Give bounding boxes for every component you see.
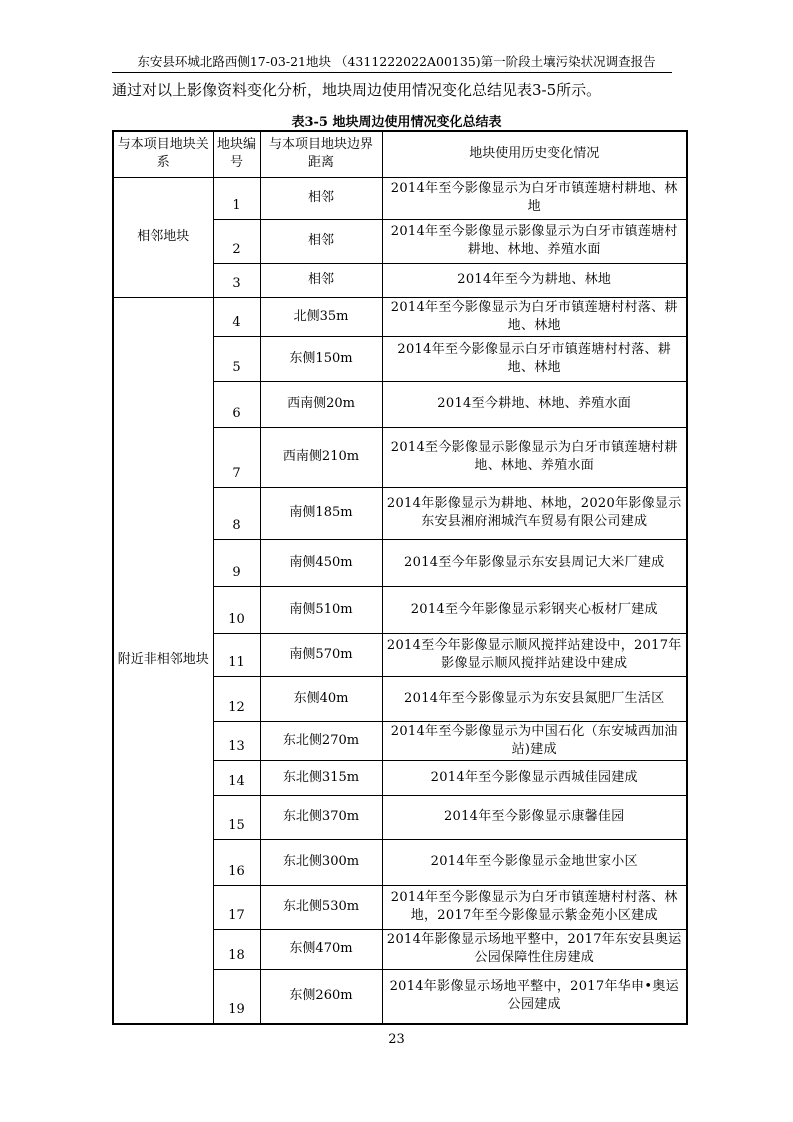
- header-history: 地块使用历史变化情况: [382, 131, 687, 177]
- row-distance: 相邻: [260, 263, 382, 297]
- row-number: 11: [213, 633, 260, 676]
- row-history: 2014至今年影像显示顺风搅拌站建设中，2017年影像显示顺风搅拌站建设中建成: [382, 633, 687, 676]
- row-number: 17: [213, 885, 260, 929]
- table-header-row: [113, 131, 687, 177]
- row-distance: 南侧510m: [260, 586, 382, 633]
- row-number: 9: [213, 539, 260, 586]
- row-number: 18: [213, 929, 260, 969]
- row-history: 2014年影像显示为耕地、林地，2020年影像显示东安县湘府湘城汽车贸易有限公司建成: [382, 487, 687, 539]
- row-history: 2014年至今为耕地、林地: [382, 263, 687, 297]
- row-history: 2014年影像显示场地平整中，2017年东安县奥运公园保障性住房建成: [382, 929, 687, 969]
- table-row: [113, 297, 687, 336]
- header-rule: [112, 72, 672, 73]
- row-number: 13: [213, 721, 260, 760]
- row-number: 1: [213, 177, 260, 219]
- row-number: 14: [213, 760, 260, 795]
- row-history: 2014至今耕地、林地、养殖水面: [382, 381, 687, 427]
- surrounding-land-use-table: [112, 130, 688, 1025]
- row-distance: 相邻: [260, 219, 382, 263]
- row-number: 6: [213, 381, 260, 427]
- row-history: 2014年至今影像显示影像显示为白牙市镇莲塘村耕地、林地、养殖水面: [382, 219, 687, 263]
- row-distance: 南侧185m: [260, 487, 382, 539]
- table-row: [113, 177, 687, 219]
- row-history: 2014年至今影像显示为白牙市镇莲塘村耕地、林地: [382, 177, 687, 219]
- running-header: 东安县环城北路西侧17-03-21地块 （4311222022A00135)第一阶段土壤污染状况调查报告: [137, 54, 656, 69]
- row-distance: 南侧450m: [260, 539, 382, 586]
- row-number: 3: [213, 263, 260, 297]
- row-number: 12: [213, 676, 260, 721]
- row-distance: 东北侧530m: [260, 885, 382, 929]
- row-distance: 东侧470m: [260, 929, 382, 969]
- row-number: 7: [213, 427, 260, 487]
- row-number: 5: [213, 336, 260, 381]
- header-relation: 与本项目地块关系: [113, 131, 213, 177]
- row-history: 2014年至今影像显示为白牙市镇莲塘村村落、耕地、林地: [382, 297, 687, 336]
- row-distance: 南侧570m: [260, 633, 382, 676]
- row-number: 19: [213, 969, 260, 1024]
- row-history: 2014年至今影像显示为东安县氮肥厂生活区: [382, 676, 687, 721]
- row-history: 2014至今年影像显示彩钢夹心板材厂建成: [382, 586, 687, 633]
- row-distance: 东北侧370m: [260, 795, 382, 839]
- row-history: 2014年至今影像显示金地世家小区: [382, 839, 687, 885]
- header-number: 地块编号: [213, 131, 260, 177]
- group-label-adjacent: 相邻地块: [113, 177, 213, 297]
- header-distance: 与本项目地块边界距离: [260, 131, 382, 177]
- group-label-nearby: 附近非相邻地块: [113, 297, 213, 1024]
- row-distance: 东北侧270m: [260, 721, 382, 760]
- row-number: 10: [213, 586, 260, 633]
- row-distance: 东北侧315m: [260, 760, 382, 795]
- row-history: 2014年至今影像显示为中国石化（东安城西加油站)建成: [382, 721, 687, 760]
- intro-paragraph: 通过对以上影像资料变化分析，地块周边使用情况变化总结见表3-5所示。: [112, 81, 602, 99]
- row-history: 2014至今年影像显示东安县周记大米厂建成: [382, 539, 687, 586]
- row-distance: 北侧35m: [260, 297, 382, 336]
- row-distance: 西南侧210m: [260, 427, 382, 487]
- row-number: 2: [213, 219, 260, 263]
- row-history: 2014年影像显示场地平整中，2017年华申•奥运公园建成: [382, 969, 687, 1024]
- row-history: 2014年至今影像显示为白牙市镇莲塘村村落、林地，2017年至今影像显示紫金苑小区建成: [382, 885, 687, 929]
- row-number: 16: [213, 839, 260, 885]
- row-distance: 东侧150m: [260, 336, 382, 381]
- row-history: 2014年至今影像显示康馨佳园: [382, 795, 687, 839]
- row-distance: 东北侧300m: [260, 839, 382, 885]
- row-number: 8: [213, 487, 260, 539]
- row-history: 2014年至今影像显示白牙市镇莲塘村村落、耕地、林地: [382, 336, 687, 381]
- row-distance: 相邻: [260, 177, 382, 219]
- row-distance: 西南侧20m: [260, 381, 382, 427]
- table-caption: 表3-5 地块周边使用情况变化总结表: [291, 115, 502, 130]
- page-number: 23: [388, 1032, 405, 1047]
- row-number: 15: [213, 795, 260, 839]
- row-history: 2014年至今影像显示西城佳园建成: [382, 760, 687, 795]
- row-history: 2014至今影像显示影像显示为白牙市镇莲塘村耕地、林地、养殖水面: [382, 427, 687, 487]
- row-number: 4: [213, 297, 260, 336]
- row-distance: 东侧40m: [260, 676, 382, 721]
- row-distance: 东侧260m: [260, 969, 382, 1024]
